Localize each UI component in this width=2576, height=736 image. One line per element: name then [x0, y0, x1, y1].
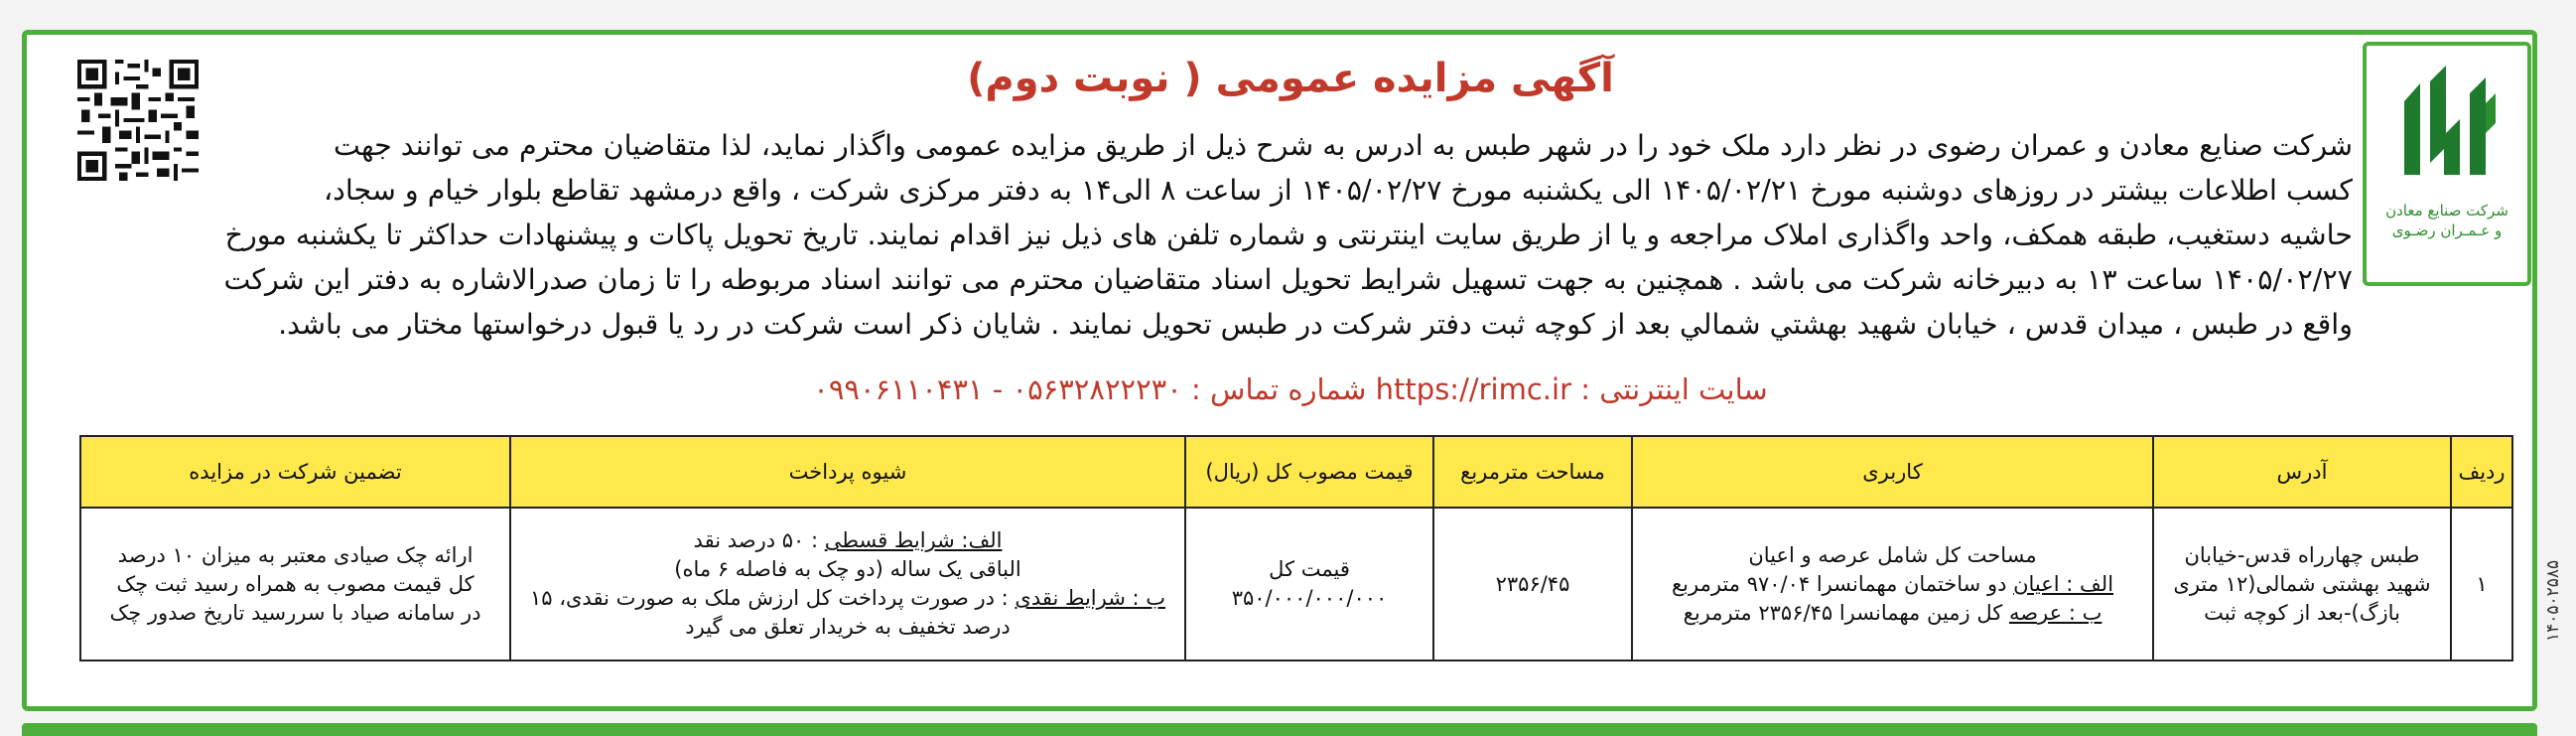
- cell-area: ۲۳۵۶/۴۵: [1433, 508, 1632, 661]
- contact-info: سایت اینترنتی : https://rimc.ir شماره تماس : ۰۵۶۳۲۸۲۲۲۳۰ - ۰۹۹۰۶۱۱۰۴۳۱: [813, 372, 1768, 406]
- payment-value: : ۵۰ درصد نقد: [693, 528, 825, 552]
- cell-usage: [1632, 508, 2153, 661]
- cell-price: قیمت کل ۳۵۰/۰۰۰/۰۰۰/۰۰۰: [1185, 508, 1433, 661]
- auction-items-table: [79, 435, 2513, 662]
- side-reference-code: ۱۴۰۵۰۲۵۸۵: [2543, 559, 2563, 643]
- cell-radif: ۱: [2451, 508, 2512, 661]
- cell-payment: [510, 508, 1185, 661]
- payment-line: [521, 584, 1174, 613]
- logo-text-line2: و عـمـران رضـوی: [2391, 221, 2503, 239]
- bottom-green-band: [22, 723, 2537, 736]
- table-header-row: [80, 436, 2512, 508]
- usage-label: الف : اعیان: [2013, 571, 2114, 596]
- payment-value: : در صورت پرداخت کل ارزش ملک به صورت نقدی، ۱۵: [529, 586, 1016, 610]
- logo-text: [2373, 201, 2521, 240]
- guarantee-line: کل قیمت مصوب به همراه رسید ثبت چک: [116, 571, 475, 596]
- table-row: [80, 508, 2512, 661]
- header-price: قیمت مصوب کل (ریال): [1185, 436, 1433, 508]
- usage-label: ب : عرصه: [2008, 600, 2102, 625]
- payment-label: الف: شرایط قسطی: [824, 528, 1003, 552]
- address-line: طبس چهارراه قدس-خیابان: [2184, 542, 2420, 567]
- payment-line: الباقی یک ساله (دو چک به فاصله ۶ ماه): [674, 557, 1021, 581]
- guarantee-line: در سامانه صیاد با سررسید تاریخ صدور چک: [109, 600, 481, 625]
- header-guarantee: تضمین شرکت در مزایده: [80, 436, 510, 508]
- header-radif: ردیف: [2451, 436, 2512, 508]
- paragraph-line-4: ۱۴۰۵/۰۲/۲۷ ساعت ۱۳ به دبیرخانه شرکت می باشد . همچنین به جهت تسهیل شرایط تحویل اسناد متقاضیان محترم می توانند اسناد مربوطه را تا زمان صدرالاشاره به دفتر این شرکت: [223, 263, 2353, 296]
- notice-title: آگهی مزایده عمومی ( نوبت دوم): [967, 56, 1614, 101]
- paragraph-line-1: شرکت صنایع معادن و عمران رضوی در نظر دارد ملک خود را در شهر طبس به ادرس به شرح ذیل از طریق مزایده عمومی واگذار نماید، لذا متقاضیان محترم می توانند جهت: [333, 129, 2353, 162]
- usage-value: کل زمین مهمانسرا ۲۳۵۶/۴۵ مترمربع: [1683, 600, 2009, 625]
- payment-line: [521, 526, 1174, 555]
- usage-line: مساحت کل شامل عرصه و اعیان: [1748, 542, 2037, 567]
- usage-line: [1643, 599, 2142, 628]
- header-address: آدرس: [2153, 436, 2451, 508]
- usage-line: [1643, 570, 2142, 599]
- address-line: شهید بهشتی شمالی(۱۲ متری: [2173, 571, 2431, 596]
- paragraph-line-3: حاشیه دستغیب، طبقه همکف، واحد واگذاری املاک مراجعه و یا از طریق سایت اینترنتی و شماره تلفن های ذیل نیز اقدام نمایند. تاریخ تحویل پاکات و پیشنهادات حداکثر تا یکشنبه مورخ: [224, 219, 2353, 251]
- logo-mark-icon: [2386, 64, 2508, 193]
- company-logo: [2363, 42, 2531, 286]
- header-area: مساحت مترمربع: [1433, 436, 1632, 508]
- payment-line: درصد تخفیف به خریدار تعلق می گیرد: [685, 615, 1011, 639]
- address-line: بازگ)-بعد از کوچه ثبت: [2204, 600, 2400, 625]
- guarantee-line: ارائه چک صیادی معتبر به میزان ۱۰ درصد: [117, 542, 474, 567]
- cell-guarantee: [80, 508, 510, 661]
- payment-label: ب : شرایط نقدی: [1015, 586, 1165, 610]
- logo-text-line1: شرکت صنایع معادن: [2385, 202, 2508, 220]
- header-payment: شیوه پرداخت: [510, 436, 1185, 508]
- paragraph-line-5: واقع در طبس ، میدان قدس ، خیابان شهید بهشتي شمالي بعد از کوچه ثبت دفتر شرکت در طبس تحویل نمایند . شایان ذکر است شرکت در رد یا قبول درخواستها مختار می باشد.: [278, 308, 2353, 341]
- header-usage: کاربری: [1632, 436, 2153, 508]
- paragraph-line-2: کسب اطلاعات بیشتر در روزهای دوشنبه مورخ ۱۴۰۵/۰۲/۲۱ الی یکشنبه مورخ ۱۴۰۵/۰۲/۲۷ از ساعت ۸ الی۱۴ به دفتر مرکزی شرکت ، واقع درمشهد تقاطع بلوار خیام و سجاد،: [323, 174, 2353, 207]
- usage-value: دو ساختمان مهمانسرا ۹۷۰/۰۴ مترمربع: [1671, 571, 2014, 596]
- cell-address: [2153, 508, 2451, 661]
